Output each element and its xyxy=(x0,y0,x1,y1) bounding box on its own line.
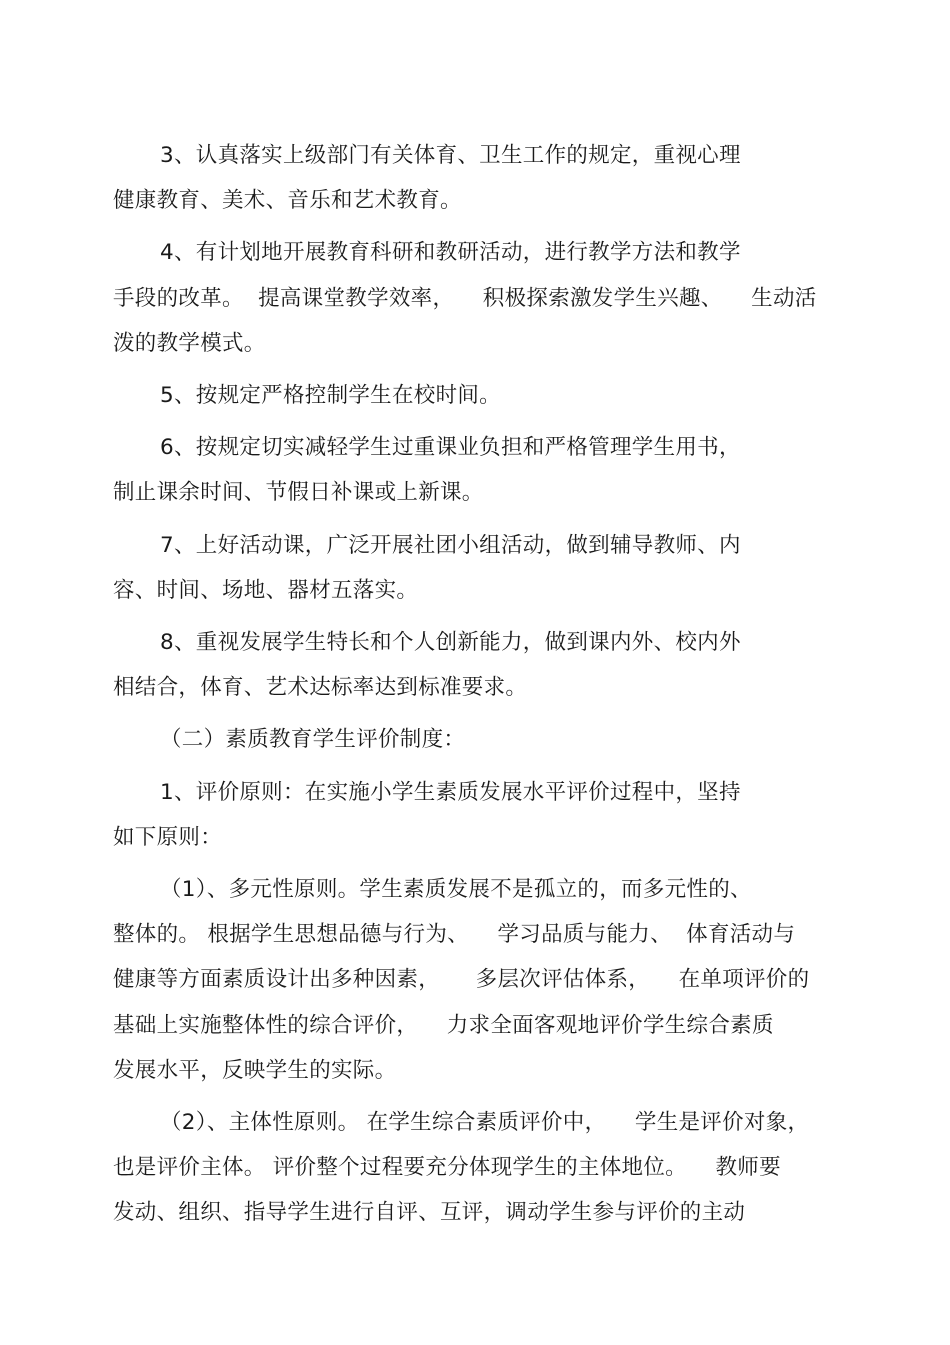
text-line: 泼的教学模式。 xyxy=(113,331,266,356)
text-line: 6、按规定切实减轻学生过重课业负担和严格管理学生用书， xyxy=(160,435,741,460)
text-line: 发动、组织、指导学生进行自评、互评，调动学生参与评价的主动 xyxy=(113,1200,746,1225)
text-line: 发展水平，反映学生的实际。 xyxy=(113,1058,397,1083)
text-line: 相结合，体育、艺术达标率达到标准要求。 xyxy=(113,675,528,700)
text-line: 健康教育、美术、音乐和艺术教育。 xyxy=(113,188,462,213)
text-line: 手段的改革。 提高课堂教学效率， 积极探索激发学生兴趣、 生动活 xyxy=(113,286,817,311)
text-line: 也是评价主体。 评价整个过程要充分体现学生的主体地位。 教师要 xyxy=(113,1155,781,1180)
text-line: （1）、多元性原则。学生素质发展不是孤立的，而多元性的、 xyxy=(160,877,752,902)
text-line: 制止课余时间、节假日补课或上新课。 xyxy=(113,480,484,505)
text-line: 如下原则： xyxy=(113,825,223,850)
section-heading: （二）素质教育学生评价制度： xyxy=(160,727,466,752)
text-line: 5、按规定严格控制学生在校时间。 xyxy=(160,383,501,408)
text-line: 8、重视发展学生特长和个人创新能力，做到课内外、校内外 xyxy=(160,630,741,655)
text-line: 4、有计划地开展教育科研和教研活动，进行教学方法和教学 xyxy=(160,240,741,265)
text-line: （2）、主体性原则。 在学生综合素质评价中， 学生是评价对象， xyxy=(160,1110,810,1135)
text-line: 7、上好活动课，广泛开展社团小组活动，做到辅导教师、内 xyxy=(160,533,741,558)
text-line: 健康等方面素质设计出多种因素， 多层次评估体系， 在单项评价的 xyxy=(113,967,810,992)
text-line: 基础上实施整体性的综合评价， 力求全面客观地评价学生综合素质 xyxy=(113,1013,774,1038)
text-line: 3、认真落实上级部门有关体育、卫生工作的规定，重视心理 xyxy=(160,143,741,168)
text-line: 1、评价原则：在实施小学生素质发展水平评价过程中，坚持 xyxy=(160,780,741,805)
text-line: 整体的。 根据学生思想品德与行为、 学习品质与能力、 体育活动与 xyxy=(113,922,796,947)
text-line: 容、时间、场地、器材五落实。 xyxy=(113,578,419,603)
